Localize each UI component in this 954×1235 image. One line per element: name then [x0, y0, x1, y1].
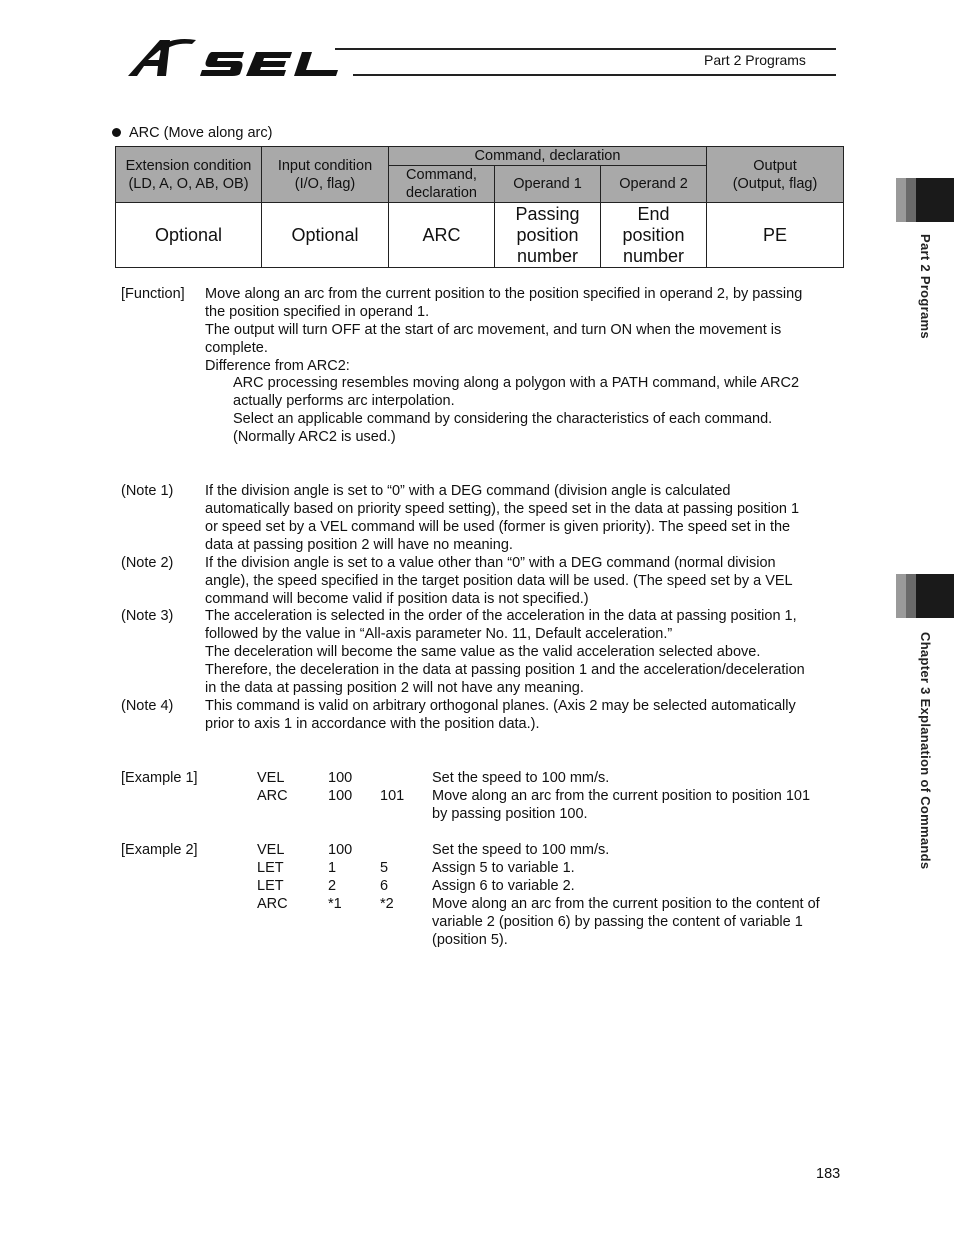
function-label: [Function] — [121, 286, 185, 302]
example2-row4-op1: *1 — [328, 896, 342, 912]
cell-extension: Optional — [116, 203, 262, 268]
example1-row2-op2: 101 — [380, 788, 405, 804]
example2-row4-desc: Move along an arc from the current position to the content of variable 2 (position 6) by passing the content of variable 1 (position 5). — [432, 896, 820, 948]
side-tab-chapter3[interactable] — [896, 574, 954, 618]
example1-row2-op1: 100 — [328, 788, 353, 804]
example1-row2-desc: Move along an arc from the current position to position 101 by passing position 100. — [432, 788, 811, 822]
example2-row1-op1: 100 — [328, 842, 353, 858]
header-input-condition: Input condition (I/O, flag) — [262, 147, 389, 203]
header-rule-bottom — [353, 74, 836, 76]
example1-row2-cmd: ARC — [257, 788, 288, 804]
cell-operand1: Passing position number — [495, 203, 601, 268]
example2-label: [Example 2] — [121, 842, 198, 858]
example2-row2-op2: 5 — [380, 860, 389, 876]
example2-row3-op2: 6 — [380, 878, 389, 894]
example2-row3-desc: Assign 6 to variable 2. — [432, 878, 575, 894]
example2-row1-desc: Set the speed to 100 mm/s. — [432, 842, 610, 858]
header-extension-condition: Extension condition (LD, A, O, AB, OB) — [116, 147, 262, 203]
cell-output: PE — [707, 203, 844, 268]
note1-label: (Note 1) — [121, 483, 174, 499]
example1-row1-op1: 100 — [328, 770, 353, 786]
side-tab-chapter3-label: Chapter 3 Explanation of Commands — [918, 632, 933, 870]
example2-row3-op1: 2 — [328, 878, 337, 894]
note2-label: (Note 2) — [121, 555, 174, 571]
function-text: Move along an arc from the current position to the position specified in operand 2, by passing the position specified in operand 1. The output will turn OFF at the start of arc movement, and turn ON when the movement is complete. Difference from ARC2: — [205, 286, 803, 374]
asel-logo — [126, 34, 356, 80]
side-tab-part2[interactable] — [896, 178, 954, 222]
example2-row2-op1: 1 — [328, 860, 337, 876]
example2-row2-cmd: LET — [257, 860, 284, 876]
header-command: Command, declaration — [389, 166, 495, 203]
example2-row4-op2: *2 — [380, 896, 394, 912]
example2-row3-cmd: LET — [257, 878, 284, 894]
note2-text: If the division angle is set to a value other than “0” with a DEG command (normal division angle), the speed specified in the target position data will be used. (The speed set by a VEL command will become valid if position data is not specified.) — [205, 555, 793, 607]
function-difference-text: ARC processing resembles moving along a polygon with a PATH command, while ARC2 actually performs arc interpolation. Select an applicable command by considering the characteristics of each command. (Normally ARC2 is used.) — [233, 375, 800, 445]
note1-text: If the division angle is set to “0” with a DEG command (division angle is calculated automatically based on priority speed setting), the speed set in the data at passing position 1 or speed set by a VEL command will be used (former is given priority). The speed set in the data at passing position 2 will have no meaning. — [205, 483, 800, 553]
note4-label: (Note 4) — [121, 698, 174, 714]
example2-row2-desc: Assign 5 to variable 1. — [432, 860, 575, 876]
header-operand2: Operand 2 — [601, 166, 707, 203]
cell-operand2: End position number — [601, 203, 707, 268]
example2-row4-cmd: ARC — [257, 896, 288, 912]
header-output: Output (Output, flag) — [707, 147, 844, 203]
cell-input: Optional — [262, 203, 389, 268]
logo-text: ASEL — [126, 34, 129, 35]
command-title — [112, 125, 272, 141]
example1-row1-cmd: VEL — [257, 770, 285, 786]
note3-text: The acceleration is selected in the order of the acceleration in the data at passing position 1, followed by the value in “All-axis parameter No. 11, Default acceleration.” The deceleration will become the same value as the valid acceleration selected above. Therefore, the deceleration in the data at passing position 1 and the acceleration/deceleration in the data at passing position 2 will not have any meaning. — [205, 608, 805, 696]
page-number: 183 — [816, 1166, 841, 1182]
side-tab-part2-label: Part 2 Programs — [918, 234, 933, 339]
header-operand1: Operand 1 — [495, 166, 601, 203]
cell-command: ARC — [389, 203, 495, 268]
command-title-text: ARC (Move along arc) — [129, 125, 273, 141]
header-command-group: Command, declaration — [389, 147, 707, 166]
example1-row1-desc: Set the speed to 100 mm/s. — [432, 770, 610, 786]
note4-text: This command is valid on arbitrary orthogonal planes. (Axis 2 may be selected automatically prior to axis 1 in accordance with the position data.). — [205, 698, 796, 732]
header-section-title: Part 2 Programs — [704, 52, 806, 68]
example2-row1-cmd: VEL — [257, 842, 285, 858]
note3-label: (Note 3) — [121, 608, 174, 624]
example1-label: [Example 1] — [121, 770, 198, 786]
header-rule-top — [335, 48, 836, 50]
bullet-icon — [112, 128, 121, 137]
command-table — [115, 146, 844, 268]
